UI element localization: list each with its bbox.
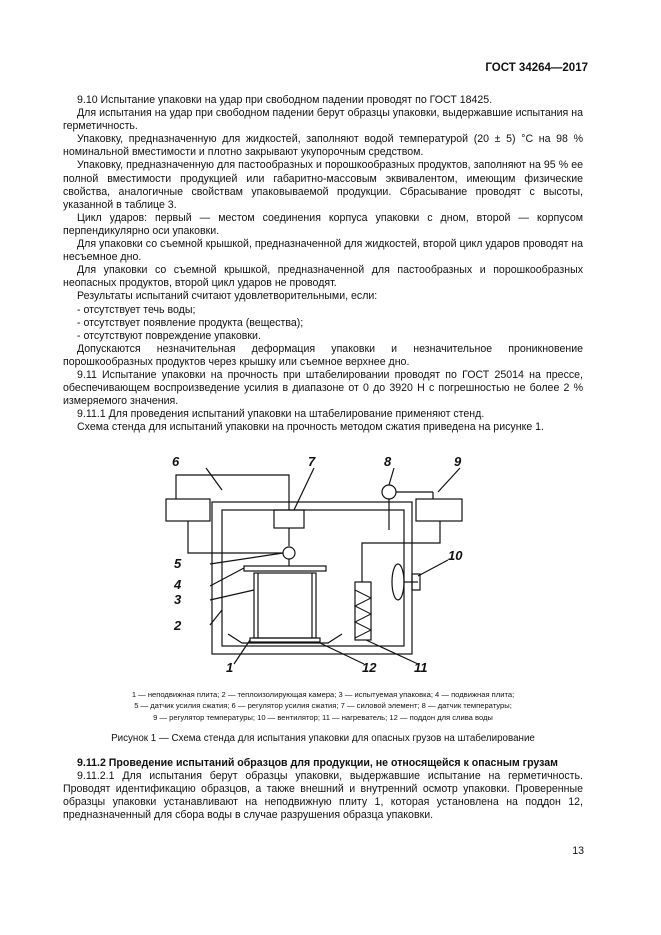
callout-5: 5 bbox=[174, 556, 182, 571]
temperature-controller-box bbox=[416, 499, 462, 521]
callout-11: 11 bbox=[414, 660, 428, 675]
paragraph: Для испытания на удар при свободном падении берут образцы упаковки, выдержавшие испытания на герметичность. bbox=[63, 107, 583, 133]
paragraph: 9.10 Испытание упаковки на удар при свободном падении проводят по ГОСТ 18425. bbox=[77, 94, 493, 106]
paragraph: 9.11.1 Для проведения испытаний упаковки на штабелирование применяют стенд. bbox=[77, 408, 485, 421]
paragraph: Результаты испытаний считают удовлетворительными, если: bbox=[77, 290, 378, 303]
chamber-inner-wall bbox=[222, 510, 404, 646]
bullet-item: - отсутствует течь воды; bbox=[77, 303, 196, 316]
legend-line: 9 — регулятор температуры; 10 — вентилятор; 11 — нагреватель; 12 — поддон для слива воды bbox=[153, 712, 493, 722]
callout-9: 9 bbox=[454, 454, 462, 469]
paragraph: Допускаются незначительная деформация упаковки и незначительное проникновение порошкообразных продуктов через крышку или съемное верхнее дно. bbox=[63, 342, 583, 368]
callout-8: 8 bbox=[384, 454, 392, 469]
fan bbox=[392, 564, 404, 600]
section-9-11-2 bbox=[63, 757, 583, 822]
callout-6: 6 bbox=[172, 454, 180, 469]
legend-line: 5 — датчик усилия сжатия; 6 — регулятор усилия сжатия; 7 — силовой элемент; 8 — датчик температуры; bbox=[134, 701, 512, 711]
paragraph: Для упаковки со съемной крышкой, предназначенной для пастообразных и порошкообразных неопасных продуктов, второй цикл ударов не проводят. bbox=[63, 264, 583, 290]
callout-7: 7 bbox=[308, 454, 316, 469]
figure-caption: Рисунок 1 — Схема стенда для испытания упаковки для опасных грузов на штабелирование bbox=[111, 733, 535, 744]
bullet-item: - отсутствуют повреждение упаковки. bbox=[77, 329, 261, 342]
force-sensor bbox=[283, 547, 295, 559]
callout-4: 4 bbox=[174, 577, 182, 592]
bullet-item: - отсутствует появление продукта (вещества); bbox=[77, 316, 304, 329]
document-header: ГОСТ 34264—2017 bbox=[485, 62, 588, 74]
callout-12: 12 bbox=[362, 660, 377, 675]
paragraph: 9.11.2.1 Для испытания берут образцы упаковки, выдержавшие испытание на герметичность. Проводят идентификацию образцов, а также внешний и внутренний осмотр упаковки. Проверенные образцы упаковки устанавливают на неподвижную плиту 1, которая установлена на поддон 12, предназначенный для сбора воды в случае разрушения образца упаковки. bbox=[63, 770, 583, 822]
legend-line: 1 — неподвижная плита; 2 — теплоизолирующая камера; 3 — испытуемая упаковка; 4 — подвижная плита; bbox=[131, 690, 515, 699]
body-text bbox=[63, 94, 583, 434]
fixed-plate bbox=[250, 638, 320, 642]
callout-10: 10 bbox=[448, 548, 463, 563]
paragraph: Упаковку, предназначенную для пастообразных и порошкообразных продуктов, заполняют на 95 % ее полной вместимости продукцией или габаритно-массовым эквивалентом, имеющим физические свойства, аналогичные свойствам упаковываемой продукции. Сбрасывание проводят с высоты, указанной в таблице 3. bbox=[63, 159, 583, 211]
force-element bbox=[274, 510, 304, 528]
callout-1: 1 bbox=[226, 660, 234, 675]
section-heading: 9.11.2 Проведение испытаний образцов для продукции, не относящейся к опасным грузам bbox=[77, 757, 559, 769]
paragraph: Схема стенда для испытаний упаковки на прочность методом сжатия приведена на рисунке 1. bbox=[77, 421, 544, 434]
stand-diagram bbox=[150, 450, 510, 690]
page-number: 13 bbox=[572, 845, 584, 857]
callout-3: 3 bbox=[174, 592, 182, 607]
compression-controller-box bbox=[166, 499, 210, 521]
paragraph: Упаковку, предназначенную для жидкостей, заполняют водой температурой (20 ± 5) °С на 98 % номинальной вместимости и плотно закрывают укупорочным средством. bbox=[63, 133, 583, 159]
moving-plate bbox=[244, 566, 326, 571]
paragraph: Для упаковки со съемной крышкой, предназначенной для жидкостей, второй цикл ударов проводят на несъемное дно. bbox=[63, 238, 583, 264]
callout-2: 2 bbox=[174, 618, 182, 633]
figure-legend bbox=[63, 689, 583, 723]
paragraph: 9.11 Испытание упаковки на прочность при штабелировании проводят по ГОСТ 25014 на прессе, обеспечивающем воспроизведение усилия в диапазоне от 0 до 3920 Н с погрешностью не более 2 % измеряемого значения. bbox=[63, 368, 583, 408]
temperature-sensor bbox=[382, 485, 396, 499]
test-package bbox=[254, 573, 316, 638]
paragraph: Цикл ударов: первый — местом соединения корпуса упаковки с дном, второй — корпусом перпендикулярно оси упаковки. bbox=[63, 211, 583, 237]
